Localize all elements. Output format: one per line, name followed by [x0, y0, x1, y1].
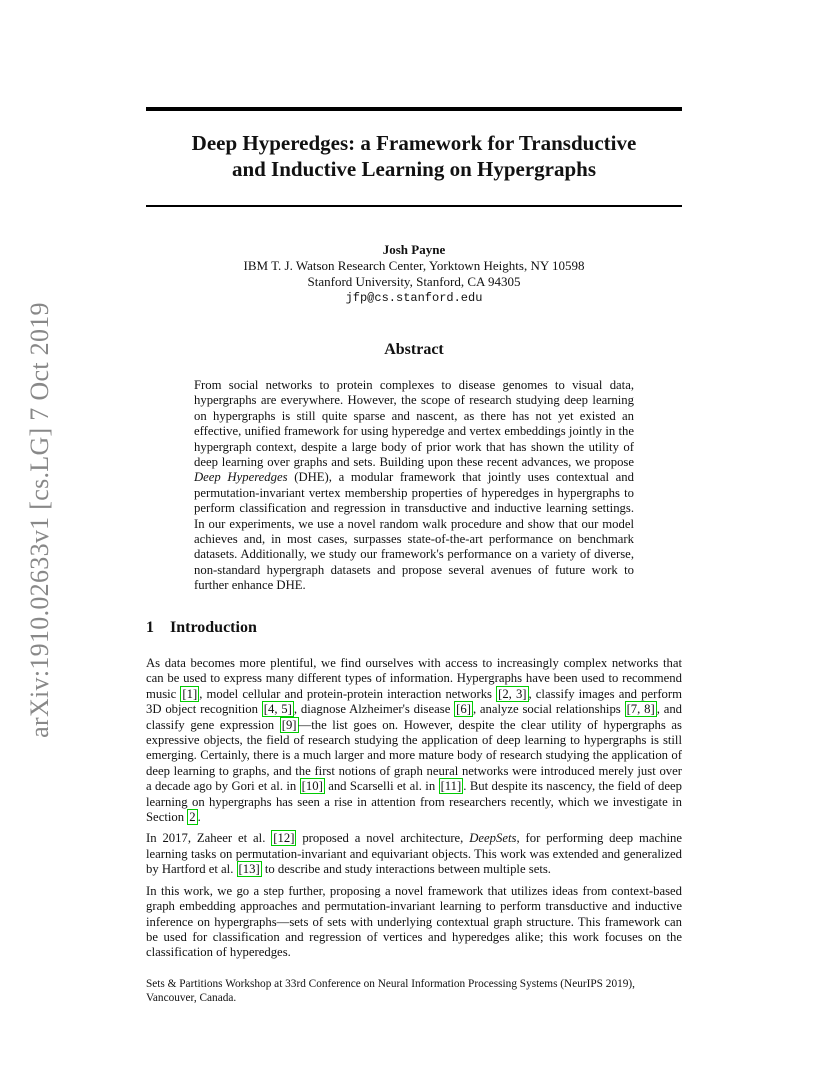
author-block	[146, 242, 682, 306]
text-run: , analyze social relationships	[472, 702, 625, 717]
paragraph	[146, 656, 682, 825]
title-line-1: Deep Hyperedges: a Framework for Transductive	[191, 131, 637, 155]
abstract-emphasis: Deep Hyperedges	[194, 470, 288, 485]
title-top-rule	[146, 107, 682, 111]
text-run: As data becomes more plentiful, we find ourselves with access to increasingly complex networks that can be used to express many different types of information. Hypergraphs have been used to recommend music	[146, 656, 682, 701]
section-title: Introduction	[170, 619, 257, 636]
abstract-text-part: From social networks to protein complexes to disease genomes to visual data, hypergraphs are everywhere. However, the scope of research studying deep learning on hypergraphs is still quite sparse and nascent, as there has not yet existed an effective, unified framework for using hyperedge and vertex embeddings jointly in the hypergraph context, despite a large body of prior work that has shown the utility of deep learning over graphs and sets. Building upon these recent advances, we propose	[194, 378, 634, 470]
citation-link[interactable]: [7, 8]	[626, 702, 655, 717]
text-run: to describe and study interactions between multiple sets.	[261, 862, 551, 877]
introduction-body	[146, 656, 682, 967]
text-run: and Scarselli et al. in	[324, 779, 439, 794]
author-email[interactable]: jfp@cs.stanford.edu	[345, 291, 483, 305]
text-run: , and classify gene expression	[146, 702, 683, 732]
text-run: , classify images and perform 3D object recognition	[146, 686, 682, 717]
footnote: Sets & Partitions Workshop at 33rd Conference on Neural Information Processing Systems (NeurIPS 2019), Vancouver, Canada.	[146, 978, 635, 1004]
citation-link[interactable]: [2, 3]	[498, 686, 527, 701]
citation-link[interactable]: [11]	[440, 779, 462, 794]
section-heading	[146, 619, 257, 637]
author-affiliation-2: Stanford University, Stanford, CA 94305	[307, 274, 521, 289]
text-run: . But despite its nascency, the field of deep learning on hypergraphs has seen a rise in attention from researchers recently, which we investigate in Section	[146, 779, 682, 825]
text-run: proposed a novel architecture,	[296, 831, 470, 846]
emphasis: DeepSets	[469, 831, 517, 846]
title-line-2: and Inductive Learning on Hypergraphs	[231, 157, 597, 181]
author-name: Josh Payne	[382, 242, 446, 257]
abstract-heading: Abstract	[384, 341, 444, 358]
title-bottom-rule	[146, 205, 682, 207]
paper-title	[146, 130, 682, 182]
citation-link[interactable]: [12]	[273, 831, 295, 846]
citation-link[interactable]: [10]	[301, 779, 323, 794]
abstract-text	[194, 378, 634, 594]
text-run: —the list goes on. However, despite the clear utility of hypergraphs as expressive objects, the field of research studying the application of deep learning to hypergraphs is still emerging. Certainly, there is a much larger and more mature body of research studying the application of deep learning to graphs, and the first notions of graph neural networks were introduced merely just over a decade ago by Gori et al. in	[146, 717, 682, 794]
citation-link[interactable]: [4, 5]	[263, 702, 292, 717]
text-run: , model cellular and protein-protein interaction networks	[199, 686, 497, 701]
citation-link[interactable]: [9]	[281, 717, 297, 732]
citation-link[interactable]: [1]	[182, 686, 198, 701]
arxiv-identifier: arXiv:1910.02633v1 [cs.LG] 7 Oct 2019	[25, 302, 54, 738]
abstract-text-part: (DHE), a modular framework that jointly uses contextual and permutation-invariant vertex membership properties of hyperedges in hypergraphs to perform classification and regression in transductive and inductive learning settings. In our experiments, we use a novel random walk procedure and show that our model achieves and, in most cases, surpasses state-of-the-art performance on benchmark datasets. Additionally, we study our framework's performance on a variety of diverse, non-standard hypergraph datasets and propose several avenues of future work to further enhance DHE.	[194, 470, 634, 593]
text-run: In 2017, Zaheer et al.	[146, 831, 272, 846]
section-link[interactable]: 2	[189, 810, 196, 825]
section-number: 1	[146, 619, 154, 636]
text-run: , diagnose Alzheimer's disease	[293, 702, 455, 717]
paragraph	[146, 831, 682, 877]
author-affiliation-1: IBM T. J. Watson Research Center, Yorktown Heights, NY 10598	[243, 258, 585, 273]
paragraph: In this work, we go a step further, proposing a novel framework that utilizes ideas from context-based graph embedding approaches and permutation-invariant learning to perform transductive and inductive inference on hypergraphs—sets of sets with underlying contextual graph structure. This framework can be used for classification and regression of vertices and hyperedges alike; this work focuses on the classification of hyperedges.	[146, 883, 682, 960]
text-run: .	[197, 810, 201, 825]
citation-link[interactable]: [6]	[456, 702, 471, 717]
citation-link[interactable]: [13]	[238, 862, 260, 877]
text-run: , for performing deep machine learning tasks on permutation-invariant and equivariant objects. This work was extended and generalized by Hartford et al.	[146, 831, 682, 877]
